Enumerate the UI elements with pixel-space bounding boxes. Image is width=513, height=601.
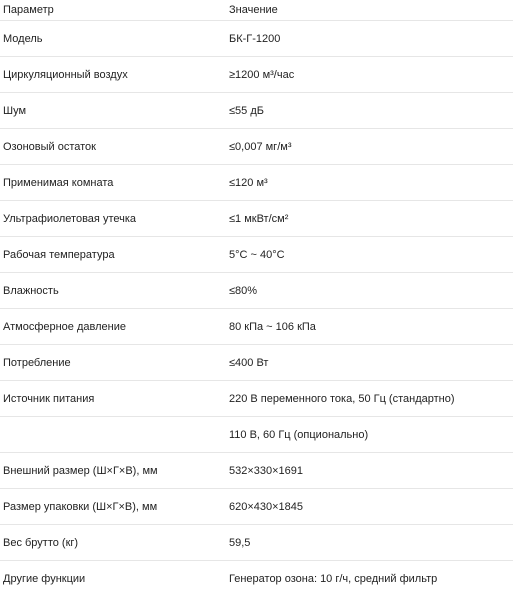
value-cell: ≤1 мкВт/см² <box>226 201 513 237</box>
param-cell: Применимая комната <box>0 165 226 201</box>
param-cell: Озоновый остаток <box>0 129 226 165</box>
param-cell: Атмосферное давление <box>0 309 226 345</box>
table-row <box>0 21 513 57</box>
value-cell: БК-Г-1200 <box>226 21 513 57</box>
table-row <box>0 417 513 453</box>
table-row <box>0 165 513 201</box>
table-row <box>0 273 513 309</box>
param-cell: Шум <box>0 93 226 129</box>
table-row <box>0 237 513 273</box>
value-cell: Генератор озона: 10 г/ч, средний фильтр <box>229 572 438 585</box>
value-cell: 5°C ~ 40°C <box>226 237 513 273</box>
param-cell: Потребление <box>0 345 226 381</box>
value-cell: ≥1200 м³/час <box>226 57 513 93</box>
param-cell: Рабочая температура <box>0 237 226 273</box>
value-cell: ≤80% <box>226 273 513 309</box>
param-cell: Вес брутто (кг) <box>0 525 226 561</box>
value-cell: ≤55 дБ <box>226 93 513 129</box>
param-cell: Влажность <box>0 273 226 309</box>
param-cell: Внешний размер (Ш×Г×В), мм <box>0 453 226 489</box>
table-row <box>0 129 513 165</box>
table-row <box>0 309 513 345</box>
param-cell: Размер упаковки (Ш×Г×В), мм <box>0 489 226 525</box>
table-row <box>0 561 513 597</box>
value-cell: 110 В, 60 Гц (опционально) <box>226 417 513 453</box>
table-row <box>0 489 513 525</box>
value-cell: ≤400 Вт <box>226 345 513 381</box>
table-header-row <box>0 0 513 21</box>
param-cell: Источник питания <box>0 381 226 417</box>
header-value: Значение <box>226 0 513 21</box>
param-cell: Циркуляционный воздух <box>0 57 226 93</box>
param-cell: Другие функции <box>3 572 86 585</box>
value-cell: 532×330×1691 <box>226 453 513 489</box>
table-row <box>0 381 513 417</box>
param-cell: Ультрафиолетовая утечка <box>0 201 226 237</box>
param-cell <box>0 417 226 453</box>
table-row <box>0 93 513 129</box>
table-row <box>0 345 513 381</box>
table-row <box>0 525 513 561</box>
value-cell: 620×430×1845 <box>226 489 513 525</box>
table-row <box>0 201 513 237</box>
header-parameter: Параметр <box>0 0 226 21</box>
value-cell: ≤0,007 мг/м³ <box>226 129 513 165</box>
table-row <box>0 453 513 489</box>
param-cell: Модель <box>0 21 226 57</box>
value-cell: 59,5 <box>226 525 513 561</box>
value-cell: 80 кПа ~ 106 кПа <box>226 309 513 345</box>
value-cell: ≤120 м³ <box>226 165 513 201</box>
value-cell: 220 В переменного тока, 50 Гц (стандартно) <box>226 381 513 417</box>
table-row <box>0 57 513 93</box>
